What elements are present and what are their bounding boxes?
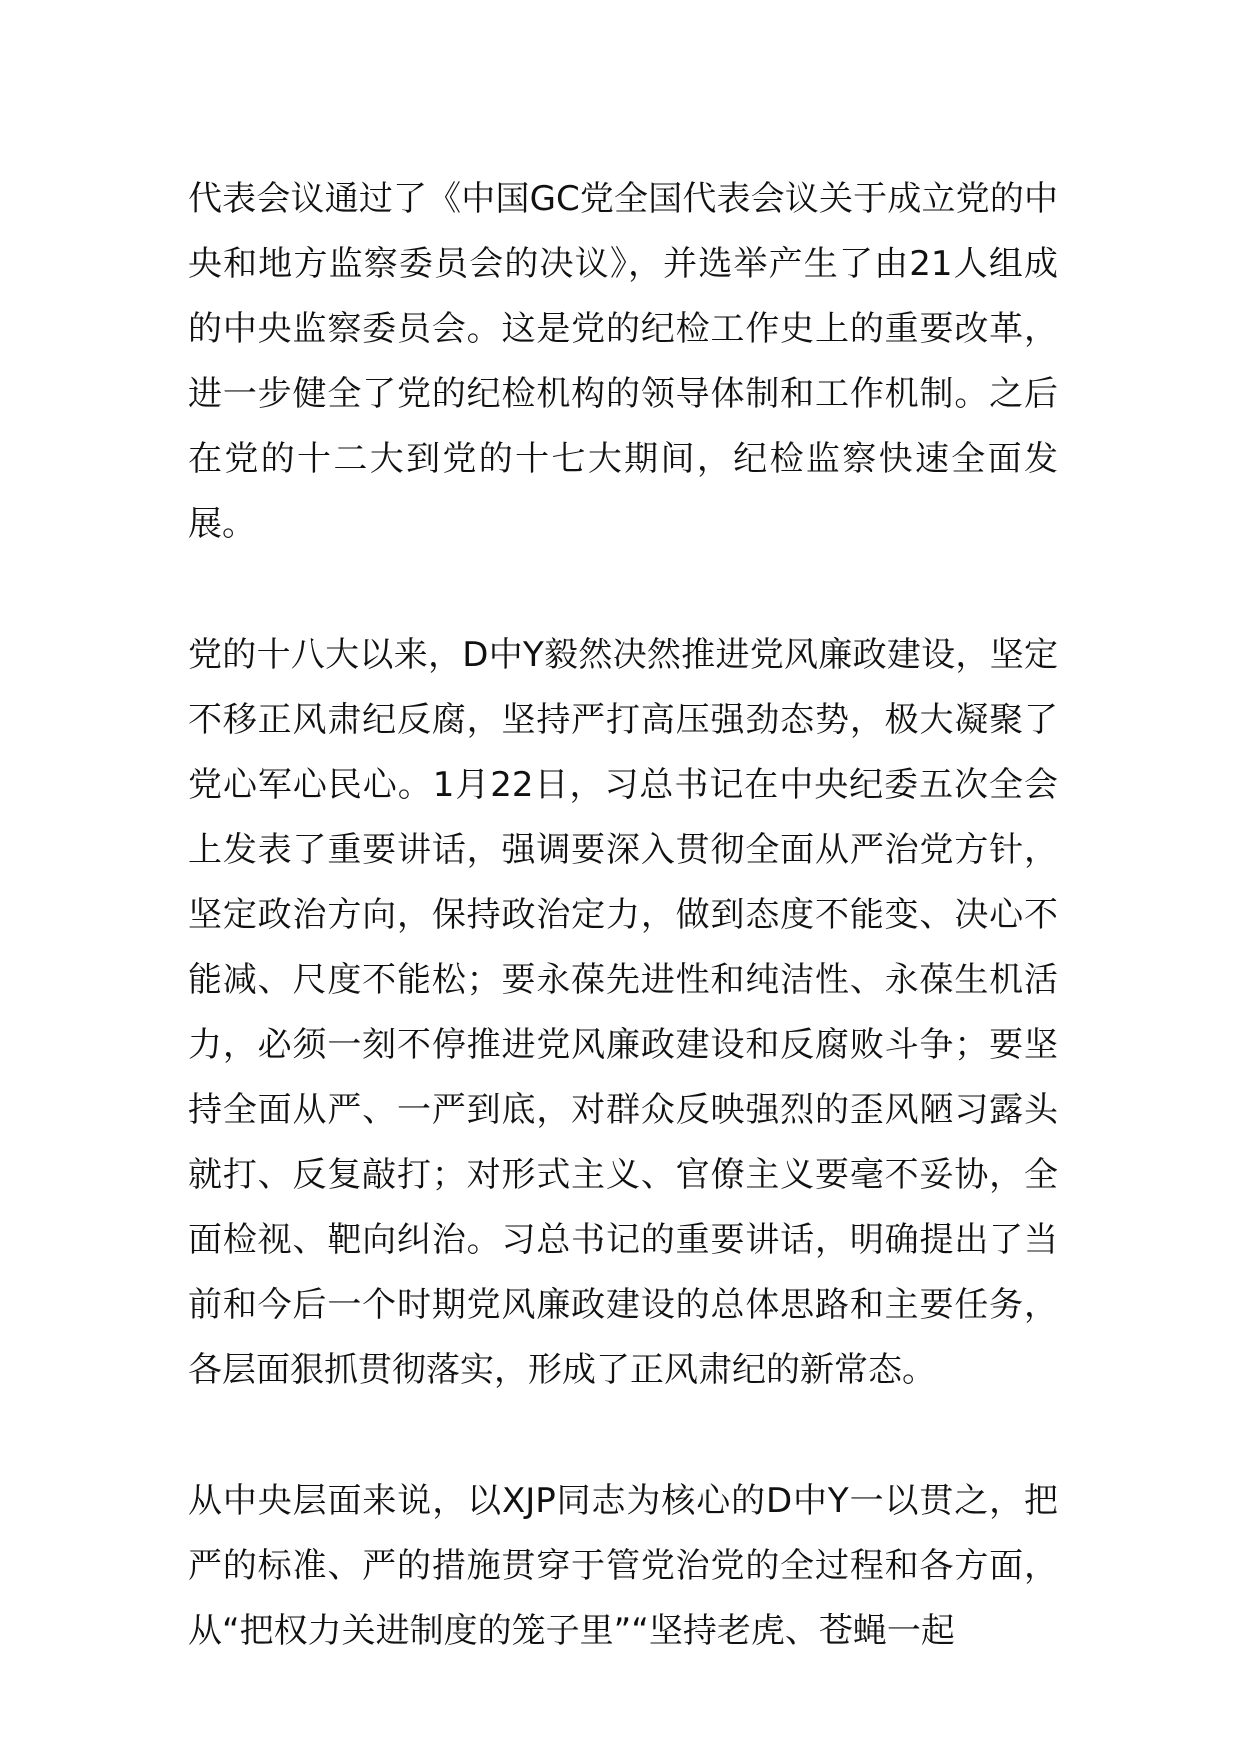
paragraph-2: 党的十八大以来，D中Y毅然决然推进党风廉政建设，坚定不移正风肃纪反腐，坚持严打高压强劲态势，极大凝聚了党心军心民心。1月22日，习总书记在中央纪委五次全会上发表了重要讲话，强调要深入贯彻全面从严治党方针，坚定政治方向，保持政治定力，做到态度不能变、决心不能减、尺度不能松；要永葆先进性和纯洁性、永葆生机活力，必须一刻不停推进党风廉政建设和反腐败斗争；要坚持全面从严、一严到底，对群众反映强烈的歪风陋习露头就打、反复敲打；对形式主义、官僚主义要毫不妥协，全面检视、靶向纠治。习总书记的重要讲话，明确提出了当前和今后一个时期党风廉政建设的总体思路和主要任务，各层面狠抓贯彻落实，形成了正风肃纪的新常态。 [188,635,1058,1390]
paragraph-3: 从中央层面来说，以XJP同志为核心的D中Y一以贯之，把严的标准、严的措施贯穿于管党治党的全过程和各方面，从“把权力关进制度的笼子里”“坚持老虎、苍蝇一起 [188,1481,1058,1651]
paragraph-1: 代表会议通过了《中国GC党全国代表会议关于成立党的中央和地方监察委员会的决议》，并选举产生了由21人组成的中央监察委员会。这是党的纪检工作史上的重要改革，进一步健全了党的纪检机构的领导体制和工作机制。之后在党的十二大到党的十七大期间，纪检监察快速全面发展。 [188,179,1058,544]
document-body [188,167,1058,1730]
